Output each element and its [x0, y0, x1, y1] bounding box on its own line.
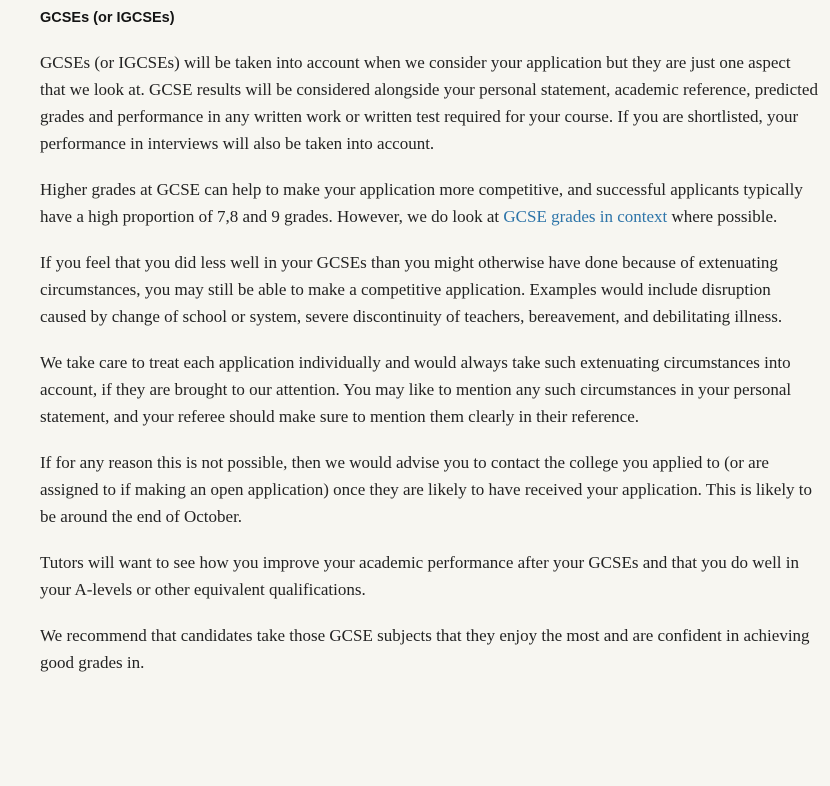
paragraph-extenuating-circumstances: If you feel that you did less well in your GCSEs than you might otherwise have done because of extenuating circumstances, you may still be able to make a competitive application. Examples would include disruption caused by change of school or system, severe discontinuity of teachers, bereavement, and debilitating illness.	[40, 253, 783, 326]
gcse-grades-in-context-link[interactable]: GCSE grades in context	[503, 207, 668, 226]
paragraph-subject-recommendation: We recommend that candidates take those GCSE subjects that they enjoy the most and are confident in achieving good grades in.	[40, 626, 810, 672]
paragraph-gcse-overview: GCSEs (or IGCSEs) will be taken into account when we consider your application but they are just one aspect that we look at. GCSE results will be considered alongside your personal statement, academic reference, predicted grades and performance in any written work or written test required for your course. If you are shortlisted, your performance in interviews will also be taken into account.	[40, 53, 818, 153]
paragraph-text-before-link: Higher grades at GCSE can help to make your application more competitive, and successful applicants typically have a high proportion of 7,8 and 9 grades. However, we do look at	[40, 180, 803, 226]
section-heading: GCSEs (or IGCSEs)	[40, 10, 175, 26]
paragraph-contact-college: If for any reason this is not possible, then we would advise you to contact the college you applied to (or are assigned to if making an open application) once they are likely to have received your application. This is likely to be around the end of October.	[40, 453, 813, 526]
paragraph-higher-grades	[40, 176, 818, 230]
paragraph-text-after-link: where possible.	[667, 207, 778, 226]
paragraph-tutors-expectations: Tutors will want to see how you improve your academic performance after your GCSEs and that you do well in your A-levels or other equivalent qualifications.	[40, 553, 800, 599]
paragraph-individual-treatment: We take care to treat each application individually and would always take such extenuating circumstances into account, if they are brought to our attention. You may like to mention any such circumstances in your personal statement, and your referee should make sure to mention them clearly in their reference.	[40, 353, 792, 426]
